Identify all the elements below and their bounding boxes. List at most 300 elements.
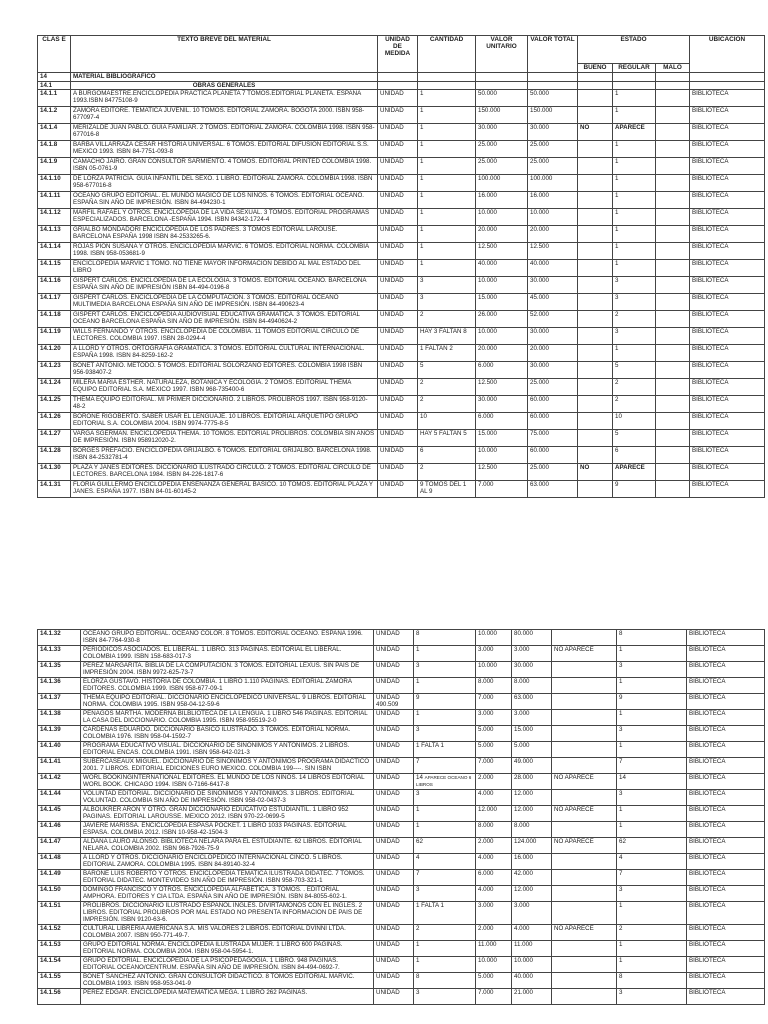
row-unit-value: 2.000: [476, 838, 512, 854]
table-row: [38, 277, 765, 294]
row-qty-value: 1: [416, 822, 420, 829]
row-location: BIBLIOTECA: [690, 226, 765, 243]
row-qty-value: 7: [416, 758, 420, 765]
row-text: OCEANO GRUPO EDITORIAL. OCEANO COLOR. 8 TOMOS. EDITORIAL OCEANO. ESPAÑA 1996. ISBN 84-7764-930-8: [81, 630, 374, 646]
row-total-value: 50.000: [528, 90, 578, 107]
row-qty: [414, 710, 476, 726]
row-location: BIBLIOTECA: [690, 277, 765, 294]
row-unit-value: 7.000: [476, 758, 512, 774]
row-regular: 3: [617, 886, 687, 902]
row-malo: [656, 192, 690, 209]
row-code: 14.1.54: [38, 957, 81, 973]
row-total-value: 49.000: [512, 758, 552, 774]
header-estado: ESTADO: [578, 36, 690, 64]
row-bueno: [552, 870, 617, 886]
table-row: [38, 838, 765, 854]
row-bueno: [578, 260, 613, 277]
row-bueno: [578, 396, 613, 413]
row-unit: UNIDAD: [378, 243, 418, 260]
row-location: BIBLIOTECA: [690, 362, 765, 379]
row-regular: 3: [617, 989, 687, 1005]
row-regular: 1: [617, 742, 687, 758]
row-unit: UNIDAD 490.509: [374, 694, 414, 710]
row-qty: [414, 925, 476, 941]
row-code: 14.1.51: [38, 902, 81, 925]
row-qty: 2: [418, 311, 476, 328]
row-unit-value: 10.000: [476, 209, 528, 226]
row-bueno: [552, 710, 617, 726]
row-qty: 1: [418, 175, 476, 192]
row-unit: UNIDAD: [374, 989, 414, 1005]
row-unit-value: 5.000: [476, 742, 512, 758]
row-total-value: 150.000: [528, 107, 578, 124]
row-qty: 1: [418, 158, 476, 175]
row-text: BORGES PREFACIO. ENCICLOPEDIA GRIJALBO. 6 TOMOS. EDITORIAL GRIJALBO. BARCELONA 1998. ISBN 84-2532781-4: [71, 447, 378, 464]
row-qty-value: 1: [416, 678, 420, 685]
row-unit: UNIDAD: [374, 662, 414, 678]
row-unit: UNIDAD: [374, 710, 414, 726]
row-text: GISPERT CARLOS. ENCICLOPEDIA AUDIOVISUAL EDUCATIVA GRAMATICA. 3 TOMOS. EDITORIAL OCEANO BARCELONA ESPAÑA SIN AÑO DE IMPRESIÓN. ISBN 84-4940624-2: [71, 311, 378, 328]
table-row: [38, 141, 765, 158]
row-text: FLORIA GUILLERMO ENCICLOPEDIA ENSEÑANZA GENERAL BASICO. 10 TOMOS. EDITORIAL PLAZA Y JANES. ESPAÑA 1977. ISBN 84-01-60145-2: [71, 481, 378, 498]
row-regular: 9: [617, 694, 687, 710]
row-location: BIBLIOTECA: [690, 175, 765, 192]
row-regular: 5: [613, 430, 656, 447]
row-regular: 1: [617, 822, 687, 838]
row-text: JAVIERE MARISSA. ENCICLOPEDIA ESPASA POCKET. 1 LIBRO 1033 PAGINAS. EDITORIAL ESPASA. COLOMBIA 2012. ISBN 10-958-42-1504-3: [81, 822, 374, 838]
row-bueno: [552, 678, 617, 694]
row-unit: UNIDAD: [378, 141, 418, 158]
row-text: GRUPO EDITORIAL NORMA. ENCICLOPEDIA ILUSTRADA MUJER. 1 LIBRO 600 PAGINAS. EDITORIAL NORMA. COLOMBIA 2004. ISBN 958-04-5954-1.: [81, 941, 374, 957]
row-unit: UNIDAD: [374, 678, 414, 694]
row-malo: [656, 107, 690, 124]
row-unit-value: 10.000: [476, 957, 512, 973]
row-total-value: 11.000: [512, 941, 552, 957]
row-unit: UNIDAD: [378, 277, 418, 294]
row-bueno: [552, 854, 617, 870]
row-unit-value: 7.000: [476, 989, 512, 1005]
header-clase: CLAS E: [38, 36, 71, 73]
row-qty: [414, 678, 476, 694]
row-code: 14.1.1: [38, 90, 71, 107]
row-total-value: 25.000: [528, 464, 578, 481]
section-title: MATERIAL BIBLIOGRAFICO: [71, 73, 378, 82]
row-regular: 62: [617, 838, 687, 854]
row-unit: UNIDAD: [378, 328, 418, 345]
row-unit-value: 12.000: [476, 806, 512, 822]
table-row: [38, 209, 765, 226]
row-malo: [656, 328, 690, 345]
table-row: [38, 396, 765, 413]
row-text: BONET SANCHEZ ANTONIO. GRAN CONSULTOR DIDACTICO. 8 TOMOS EDITORIAL MARVIC. COLOMBIA 1993. ISBN 958-953-041-9: [81, 973, 374, 989]
row-unit: UNIDAD: [378, 209, 418, 226]
row-unit: UNIDAD: [378, 379, 418, 396]
row-unit: UNIDAD: [374, 957, 414, 973]
table-row: [38, 989, 765, 1005]
row-qty: [414, 870, 476, 886]
table-body-page-2: [38, 630, 765, 1005]
row-qty: [414, 694, 476, 710]
row-qty: [414, 822, 476, 838]
row-regular: 1: [617, 646, 687, 662]
header-unidad: UNIDAD DE MEDIDA: [378, 36, 418, 73]
row-code: 14.1.30: [38, 464, 71, 481]
row-location: BIBLIOTECA: [690, 158, 765, 175]
row-unit-value: 10.000: [476, 630, 512, 646]
row-code: 14.1.18: [38, 311, 71, 328]
row-location: BIBLIOTECA: [690, 481, 765, 498]
row-unit-value: 100.000: [476, 175, 528, 192]
row-code: 14.1.56: [38, 989, 81, 1005]
header-malo: MALO: [656, 64, 690, 73]
row-unit-value: 8.000: [476, 678, 512, 694]
row-code: 14.1.15: [38, 260, 71, 277]
row-code: 14.1.25: [38, 396, 71, 413]
row-total-value: 25.000: [528, 158, 578, 175]
table-row: [38, 192, 765, 209]
row-malo: [656, 464, 690, 481]
row-unit: UNIDAD: [374, 902, 414, 925]
row-text: PEREZ EDGAR. ENCICLOPEDIA MATEMATICA MEGA. 1 LIBRO 262 PAGINAS.: [81, 989, 374, 1005]
row-unit-value: 10.000: [476, 447, 528, 464]
row-unit-value: 26.000: [476, 311, 528, 328]
header-cantidad: CANTIDAD: [418, 36, 476, 73]
row-unit-value: 5.000: [476, 973, 512, 989]
row-unit-value: 20.000: [476, 345, 528, 362]
header-texto: TEXTO BREVE DEL MATERIAL: [71, 36, 378, 73]
table-row: [38, 175, 765, 192]
row-location: BIBLIOTECA: [690, 192, 765, 209]
subsection-row: [38, 82, 765, 90]
row-qty: 1: [418, 192, 476, 209]
row-text: GISPERT CARLOS. ENCICLOPEDIA DE LA ECOLOGIA. 3 TOMOS. EDITORIAL OCEANO. BARCELONA ESPAÑA SIN AÑO DE IMPRESIÓN ISBN 84-494-0196-8: [71, 277, 378, 294]
row-code: 14.1.49: [38, 870, 81, 886]
row-malo: [656, 311, 690, 328]
row-total-value: 60.000: [528, 447, 578, 464]
row-total-value: 52.000: [528, 311, 578, 328]
row-location: BIBLIOTECA: [690, 243, 765, 260]
table-row: [38, 742, 765, 758]
row-regular: APARECE: [613, 464, 656, 481]
table-row: [38, 662, 765, 678]
row-total-value: 42.000: [512, 870, 552, 886]
row-unit: UNIDAD: [378, 345, 418, 362]
row-total-value: 3.000: [512, 710, 552, 726]
row-bueno: [578, 311, 613, 328]
row-bueno: [578, 481, 613, 498]
row-unit: UNIDAD: [374, 630, 414, 646]
row-regular: 2: [613, 311, 656, 328]
row-unit: UNIDAD: [374, 925, 414, 941]
row-bueno: [578, 192, 613, 209]
row-unit-value: 12.500: [476, 379, 528, 396]
row-qty: 3: [418, 294, 476, 311]
row-location: BIBLIOTECA: [687, 822, 765, 838]
row-regular: 1: [613, 345, 656, 362]
row-code: 14.1.24: [38, 379, 71, 396]
row-location: BIBLIOTECA: [687, 989, 765, 1005]
row-bueno: [578, 243, 613, 260]
row-unit: UNIDAD: [378, 226, 418, 243]
row-unit: UNIDAD: [374, 806, 414, 822]
row-regular: APARECE: [613, 124, 656, 141]
row-bueno: [552, 742, 617, 758]
row-bueno: [578, 379, 613, 396]
row-qty: [414, 886, 476, 902]
row-unit-value: 20.000: [476, 226, 528, 243]
table-row: [38, 726, 765, 742]
row-qty: [414, 957, 476, 973]
row-qty-value: 4: [416, 854, 420, 861]
row-location: BIBLIOTECA: [690, 396, 765, 413]
row-bueno: [552, 630, 617, 646]
row-qty: [414, 774, 476, 790]
row-malo: [656, 362, 690, 379]
row-bueno: [578, 175, 613, 192]
section-code: 14: [38, 73, 71, 82]
row-bueno: [552, 694, 617, 710]
row-regular: 1: [617, 678, 687, 694]
row-location: BIBLIOTECA: [687, 838, 765, 854]
row-location: BIBLIOTECA: [690, 209, 765, 226]
row-code: 14.1.53: [38, 941, 81, 957]
row-bueno: NO APARECE: [552, 838, 617, 854]
row-unit: UNIDAD: [378, 260, 418, 277]
row-text: WILLS FERNANDO Y OTROS. ENCICLOPEDIA DE COLOMBIA. 11 TOMOS EDITORIAL CIRCULO DE LECTORES. COLOMBIA 1997. ISBN 28-0294-4: [71, 328, 378, 345]
row-qty-value: 1: [416, 806, 420, 813]
row-bueno: [578, 447, 613, 464]
row-total-value: 10.000: [512, 957, 552, 973]
row-location: BIBLIOTECA: [690, 311, 765, 328]
row-regular: 1: [617, 806, 687, 822]
row-total-value: 12.500: [528, 243, 578, 260]
row-total-value: 12.000: [512, 790, 552, 806]
table-row: [38, 107, 765, 124]
row-bueno: [578, 413, 613, 430]
row-regular: 1: [613, 158, 656, 175]
row-qty: 2: [418, 396, 476, 413]
row-unit: UNIDAD: [378, 362, 418, 379]
row-regular: 3: [613, 328, 656, 345]
header-valor-total: VALOR TOTAL: [528, 36, 578, 73]
row-qty: 1: [418, 243, 476, 260]
row-code: 14.1.32: [38, 630, 81, 646]
row-regular: 1: [617, 710, 687, 726]
inventory-table-page-2: [37, 629, 765, 1005]
row-unit: UNIDAD: [378, 90, 418, 107]
table-row: [38, 226, 765, 243]
row-unit-value: 12.500: [476, 464, 528, 481]
row-bueno: [552, 886, 617, 902]
row-total-value: 30.000: [528, 328, 578, 345]
row-text: PLAZA Y JANES EDITORES. DICCIONARIO ILUSTRADO CIRCULO. 2 TOMOS. EDITORIAL CIRCULO DE LECTORES. BARCELONA 1984. ISBN 84-226-1817-6: [71, 464, 378, 481]
row-total-value: 25.000: [528, 379, 578, 396]
row-bueno: [578, 141, 613, 158]
row-unit: UNIDAD: [374, 726, 414, 742]
row-text: MERIZALDE JUAN PABLO. GUIA FAMILIAR. 2 TOMOS. EDITORIAL ZAMORA. COLOMBIA 1998. ISBN 958-677016-8: [71, 124, 378, 141]
row-code: 14.1.39: [38, 726, 81, 742]
subsection-title: OBRAS GENERALES: [71, 82, 378, 90]
row-code: 14.1.20: [38, 345, 71, 362]
row-location: BIBLIOTECA: [687, 662, 765, 678]
row-code: 14.1.31: [38, 481, 71, 498]
row-code: 14.1.55: [38, 973, 81, 989]
table-row: [38, 362, 765, 379]
row-code: 14.1.44: [38, 790, 81, 806]
row-unit: UNIDAD: [378, 158, 418, 175]
row-unit-value: 15.000: [476, 430, 528, 447]
row-location: BIBLIOTECA: [690, 294, 765, 311]
section-row: [38, 73, 765, 82]
row-malo: [656, 90, 690, 107]
table-row: [38, 464, 765, 481]
row-code: 14.1.11: [38, 192, 71, 209]
row-text: PEREZ MARGARITA. BIBLIA DE LA COMPUTACION. 3 TOMOS. EDITORIAL LEXUS. SIN PAIS DE IMPRESIÓN 2004. ISBN 9972-625-73-7: [81, 662, 374, 678]
table-row: [38, 630, 765, 646]
table-row: [38, 124, 765, 141]
row-total-value: 60.000: [528, 396, 578, 413]
table-row: [38, 758, 765, 774]
row-qty-value: 7: [416, 870, 420, 877]
row-qty-value: 1: [416, 957, 420, 964]
row-qty-value: 3: [416, 886, 420, 893]
table-row: [38, 158, 765, 175]
row-bueno: [552, 989, 617, 1005]
row-regular: 1: [613, 192, 656, 209]
row-bueno: [552, 726, 617, 742]
row-code: 14.1.9: [38, 158, 71, 175]
row-unit-value: 25.000: [476, 141, 528, 158]
row-text: MILERA MARIA ESTHER. NATURALEZA, BOTANICA Y ECOLOGIA. 2 TOMOS. EDITORIAL THEMA EQUIPO EDITORIAL S.A. MEXICO 1997. ISBN 968-735400-6: [71, 379, 378, 396]
row-qty: 1: [418, 90, 476, 107]
row-location: BIBLIOTECA: [690, 379, 765, 396]
row-regular: 6: [613, 447, 656, 464]
row-code: 14.1.13: [38, 226, 71, 243]
row-qty: [414, 989, 476, 1005]
row-location: BIBLIOTECA: [690, 107, 765, 124]
row-malo: [656, 396, 690, 413]
row-location: BIBLIOTECA: [687, 678, 765, 694]
row-qty-value: 3: [416, 726, 420, 733]
row-location: BIBLIOTECA: [690, 413, 765, 430]
row-qty: [414, 662, 476, 678]
row-unit: UNIDAD: [374, 774, 414, 790]
row-text: GRIALBO MONDADORI ENCICLOPEDIA DE LOS PADRES. 3 TOMOS EDITORIAL LAROUSE. BARCELONA ESPAÑA 1998 ISBN 84-2533265-6.: [71, 226, 378, 243]
table-row: [38, 902, 765, 925]
row-code: 14.1.17: [38, 294, 71, 311]
row-text: VOLUNTAD EDITORIAL. DICCIONARIO DE SINONIMOS Y ANTONIMOS. 3 LIBROS. EDITORIAL VOLUNTAD. COLOMBIA SIN AÑO DE IMPRESIÓN. ISBN 958-02-0437-3: [81, 790, 374, 806]
row-qty: [414, 726, 476, 742]
row-qty: 10: [418, 413, 476, 430]
row-malo: [656, 124, 690, 141]
row-total-value: 15.000: [512, 726, 552, 742]
table-row: [38, 294, 765, 311]
row-qty: 1: [418, 209, 476, 226]
row-unit: UNIDAD: [374, 941, 414, 957]
row-text: PENAGOS MARTHA. MODERNA BILBLIOTECA DE LA LENGUA. 1 LIBRO 546 PAGINAS. EDITORIAL LA CASA DEL DICCIONARIO. COLOMBIA 1995. ISBN 958-95519-2-0: [81, 710, 374, 726]
row-bueno: [552, 758, 617, 774]
row-unit-value: 4.000: [476, 886, 512, 902]
row-text: SUBERCASEAUX MIGUEL. DICCIONARIO DE SINONIMOS Y ANTONIMOS PROGRAMA DIDACTICO 2001. 7 LIBROS. EDITORIAL EDICIONES EURO MEXICO. COLOMBIA 199----. SIN ISBN: [81, 758, 374, 774]
row-location: BIBLIOTECA: [687, 925, 765, 941]
row-regular: 1: [613, 226, 656, 243]
row-text: DE LORZA PATRICIA. GUIA INFANTIL DEL SEXO. 1 LIBRO. EDITORIAL ZAMORA. COLOMBIA 1998. ISBN 958-677016-8: [71, 175, 378, 192]
row-unit-value: 150.000: [476, 107, 528, 124]
header-valor-unitario: VALOR UNITARIO: [476, 36, 528, 73]
row-code: 14.1.4: [38, 124, 71, 141]
table-row: [38, 678, 765, 694]
row-text: BONET ANTONIO. METODO. 5 TOMOS. EDITORIAL SOLORZANO EDITORES. COLOMBIA 1998 ISBN 956-938407-2: [71, 362, 378, 379]
row-bueno: [578, 90, 613, 107]
row-malo: [656, 226, 690, 243]
table-row: [38, 379, 765, 396]
row-qty-value: 1: [416, 710, 420, 717]
row-regular: 1: [617, 957, 687, 973]
row-code: 14.1.40: [38, 742, 81, 758]
row-location: BIBLIOTECA: [687, 870, 765, 886]
row-bueno: [578, 226, 613, 243]
row-location: BIBLIOTECA: [687, 758, 765, 774]
table-row: [38, 790, 765, 806]
row-bueno: NO APARECE: [552, 925, 617, 941]
table-row: [38, 806, 765, 822]
row-bueno: NO APARECE: [552, 806, 617, 822]
row-total-value: 5.000: [512, 742, 552, 758]
row-malo: [656, 209, 690, 226]
row-regular: 3: [617, 790, 687, 806]
row-bueno: NO: [578, 124, 613, 141]
row-regular: 3: [613, 294, 656, 311]
row-unit: UNIDAD: [378, 447, 418, 464]
row-malo: [656, 158, 690, 175]
row-unit-value: 7.000: [476, 694, 512, 710]
row-total-value: 63.000: [528, 481, 578, 498]
row-bueno: [578, 430, 613, 447]
row-qty-value: 1 FALTA 1: [416, 902, 444, 909]
row-location: BIBLIOTECA: [687, 790, 765, 806]
row-unit: UNIDAD: [378, 464, 418, 481]
row-total-value: 20.000: [528, 345, 578, 362]
row-qty: 1: [418, 124, 476, 141]
row-text: OCEANO GRUPO EDITORIAL. EL MUNDO MAGICO DE LOS NIÑOS. 6 TOMOS. EDITORIAL OCEANO. ESPAÑA SIN AÑO DE IMPRESIÓN. ISBN 84-494230-1: [71, 192, 378, 209]
row-qty: 1: [418, 260, 476, 277]
table-row: [38, 260, 765, 277]
row-bueno: [578, 209, 613, 226]
row-qty: [414, 646, 476, 662]
row-code: 14.1.2: [38, 107, 71, 124]
row-text: PERIODICOS ASOCIADOS. EL LIBERAL. 1 LIBRO. 313 PAGINAS. EDITORIAL EL LIBERAL. COLOMBIA 1999. ISBN 158-683-017-3: [81, 646, 374, 662]
row-text: ALBOUKRER ARON Y OTRO. GRAN DICCIONARIO EDUCATIVO ESTUDIANTIL. 1 LIBRO 952 PAGINAS. EDITORIAL LAROUSSE. MEXICO 2012. ISBN 970-22-0699-5: [81, 806, 374, 822]
row-regular: 2: [613, 379, 656, 396]
row-malo: [656, 345, 690, 362]
row-malo: [656, 379, 690, 396]
row-location: BIBLIOTECA: [687, 646, 765, 662]
row-total-value: 25.000: [528, 141, 578, 158]
row-location: BIBLIOTECA: [690, 90, 765, 107]
table-row: [38, 710, 765, 726]
row-code: 14.1.45: [38, 806, 81, 822]
row-text: THEMA EQUIPO EDITORIAL. MI PRIMER DICCIONARIO. 2 LIBROS. PROLIBROS 1997. ISBN 958-9120-48-2: [71, 396, 378, 413]
row-location: BIBLIOTECA: [690, 260, 765, 277]
row-regular: 1: [613, 260, 656, 277]
row-location: BIBLIOTECA: [687, 902, 765, 925]
row-location: BIBLIOTECA: [687, 941, 765, 957]
row-qty-value: 8: [416, 973, 420, 980]
row-location: BIBLIOTECA: [687, 957, 765, 973]
row-total-value: 30.000: [512, 662, 552, 678]
table-row: [38, 854, 765, 870]
row-bueno: [552, 790, 617, 806]
